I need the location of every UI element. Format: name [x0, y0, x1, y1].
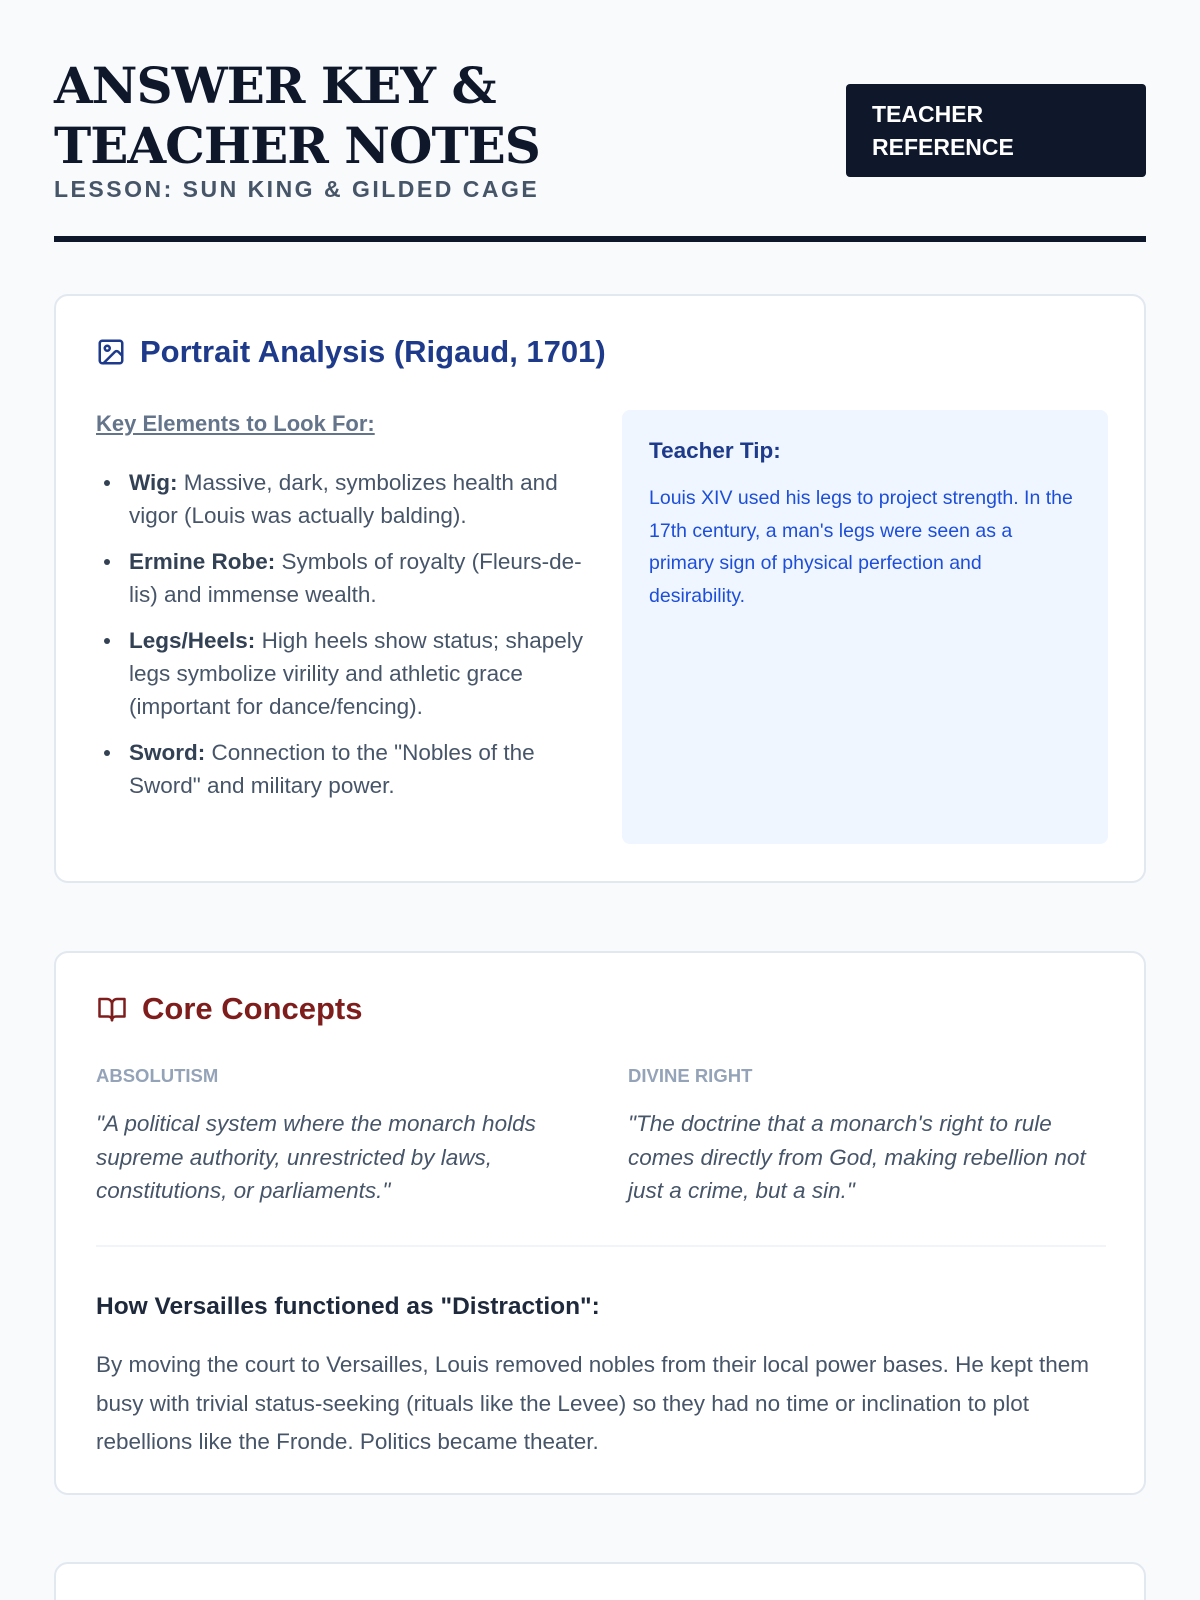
next-section-card — [54, 1562, 1146, 1600]
concept-definition: "The doctrine that a monarch's right to rule comes directly from God, making rebellion not just a crime, but a sin." — [628, 1111, 1086, 1203]
element-description: Massive, dark, symbolizes health and vigor (Louis was actually balding). — [129, 470, 558, 528]
list-item — [96, 466, 586, 532]
core-concepts-card — [54, 951, 1146, 1495]
teacher-reference-badge: TEACHER REFERENCE — [846, 84, 1146, 177]
element-term: Legs/Heels: — [129, 628, 256, 653]
core-concepts-title-text: Core Concepts — [142, 991, 363, 1026]
list-item — [96, 624, 586, 723]
element-description: Connection to the "Nobles of the Sword" and military power. — [129, 740, 535, 798]
portrait-analysis-title — [96, 334, 606, 370]
concept-absolutism — [96, 1065, 556, 1208]
book-open-icon — [96, 994, 128, 1024]
page-header — [54, 0, 1146, 242]
key-elements-list — [96, 466, 586, 815]
teacher-tip-text: Louis XIV used his legs to project strength. In the 17th century, a man's legs were seen as a primary sign of physical perfection and desirability. — [649, 487, 1073, 607]
versailles-heading: How Versailles functioned as "Distraction": — [96, 1293, 600, 1320]
element-term: Ermine Robe: — [129, 549, 276, 574]
element-term: Sword: — [129, 740, 206, 765]
versailles-explanation: By moving the court to Versailles, Louis removed nobles from their local power bases. He kept them busy with trivial status-seeking (rituals like the Levee) so they had no time or inclination to plot rebellions like the Fronde. Politics became theater. — [96, 1352, 1089, 1454]
concept-label: DIVINE RIGHT — [628, 1065, 753, 1086]
key-elements-heading: Key Elements to Look For: — [96, 411, 375, 436]
section-divider — [96, 1245, 1106, 1247]
list-item — [96, 545, 586, 611]
concept-divine-right — [628, 1065, 1088, 1208]
portrait-analysis-title-text: Portrait Analysis (Rigaud, 1701) — [140, 334, 606, 369]
list-item — [96, 736, 586, 802]
teacher-tip-title: Teacher Tip: — [649, 438, 781, 463]
page-title: ANSWER KEY & TEACHER NOTES — [54, 56, 540, 175]
element-description: Symbols of royalty (Fleurs-de-lis) and immense wealth. — [129, 549, 582, 607]
core-concepts-title — [96, 991, 362, 1027]
concept-definition: "A political system where the monarch holds supreme authority, unrestricted by laws, constitutions, or parliaments." — [96, 1111, 536, 1203]
teacher-tip-box — [622, 410, 1108, 844]
image-icon — [96, 337, 126, 367]
lesson-subtitle: LESSON: SUN KING & GILDED CAGE — [54, 176, 540, 202]
portrait-analysis-card — [54, 294, 1146, 883]
element-term: Wig: — [129, 470, 178, 495]
element-description: High heels show status; shapely legs symbolize virility and athletic grace (important for dance/fencing). — [129, 628, 583, 719]
concept-label: ABSOLUTISM — [96, 1065, 219, 1086]
